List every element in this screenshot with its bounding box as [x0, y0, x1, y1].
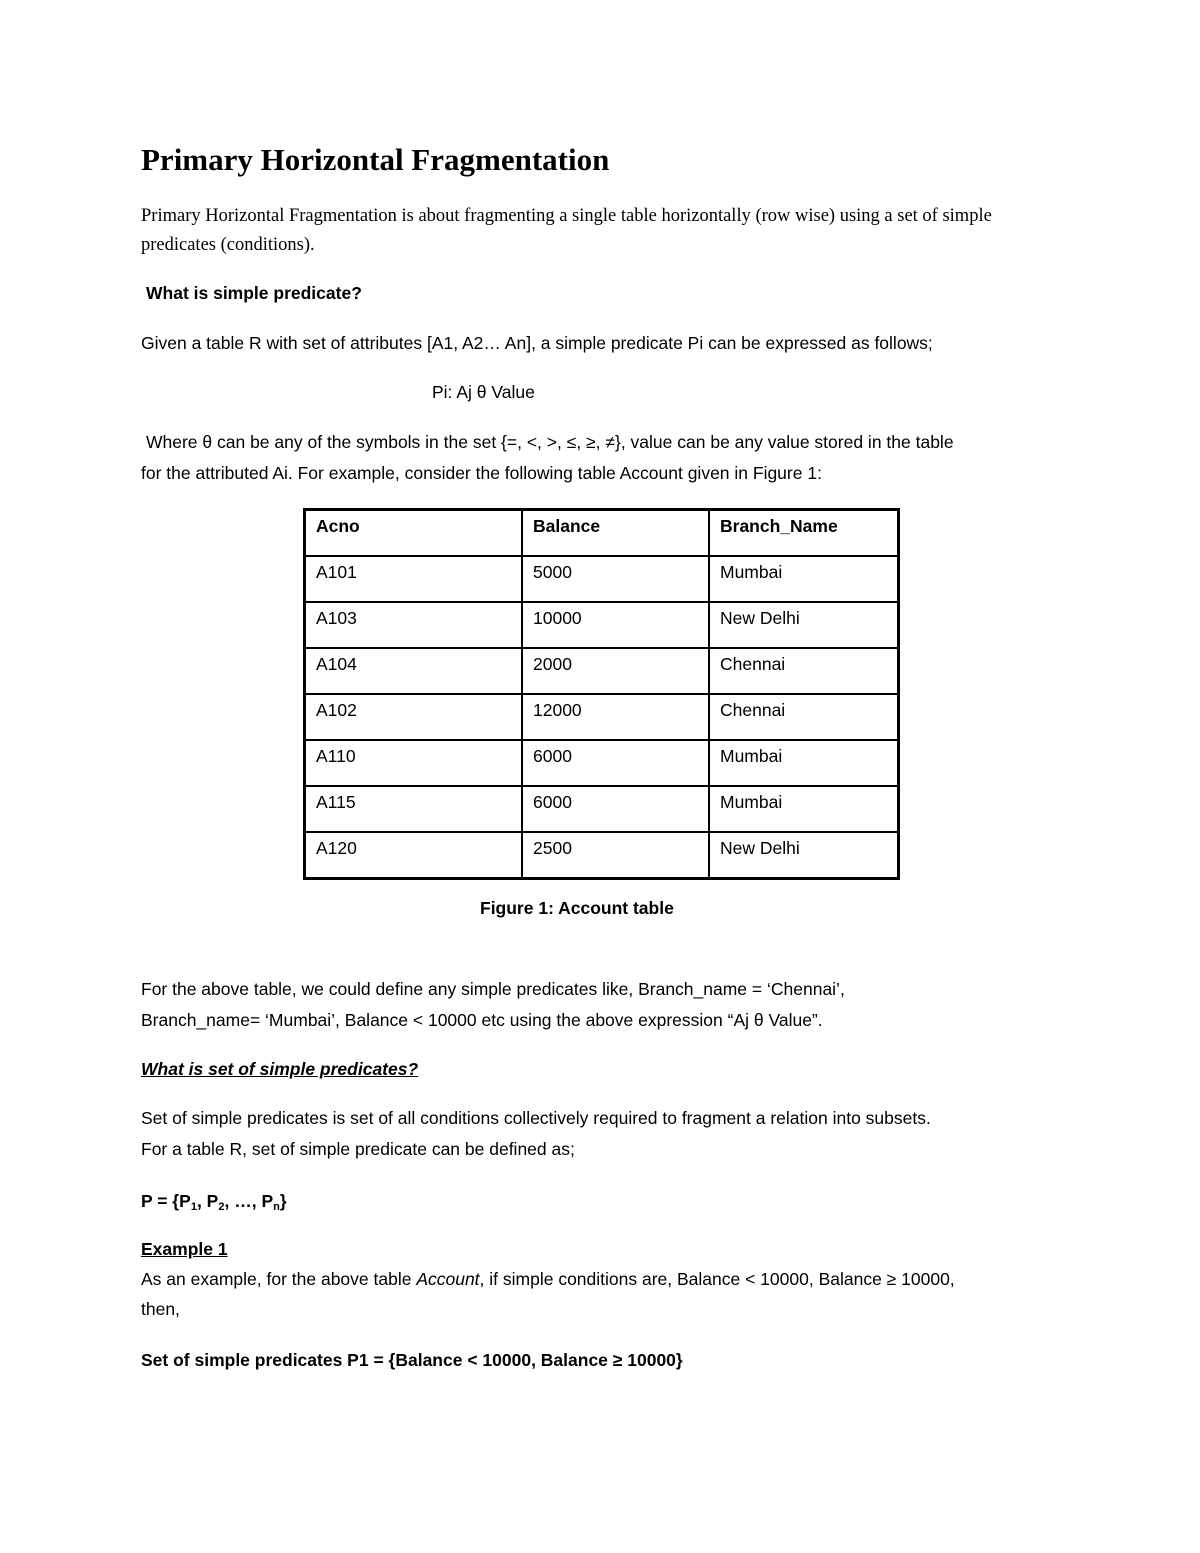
- formula-p1: P: [179, 1191, 191, 1211]
- cell-balance: 5000: [522, 556, 709, 602]
- header-balance: Balance: [522, 510, 709, 557]
- given-paragraph: Given a table R with set of attributes [A1, A2… An], a simple predicate Pi can be expressed as follows;: [141, 333, 933, 353]
- formula-pn-subscript: n: [273, 1201, 280, 1213]
- cell-branch-name: Mumbai: [709, 740, 899, 786]
- formula-separator-1: ,: [196, 1191, 207, 1211]
- cell-branch-name: Mumbai: [709, 556, 899, 602]
- cell-balance: 6000: [522, 740, 709, 786]
- cell-acno: A120: [305, 832, 523, 879]
- example-line-1-end: , if simple conditions are, Balance < 10000, Balance ≥ 10000,: [479, 1269, 955, 1289]
- cell-branch-name: New Delhi: [709, 832, 899, 879]
- table-row: [305, 602, 899, 648]
- cell-branch-name: Chennai: [709, 694, 899, 740]
- header-branch-name: Branch_Name: [709, 510, 899, 557]
- cell-balance: 6000: [522, 786, 709, 832]
- above-line-1: For the above table, we could define any simple predicates like, Branch_name = ‘Chennai’,: [141, 979, 845, 999]
- account-table: [303, 508, 900, 880]
- example-line-1-start: As an example, for the above table: [141, 1269, 417, 1289]
- cell-balance: 10000: [522, 602, 709, 648]
- example-heading: Example 1: [141, 1239, 228, 1259]
- above-line-2: Branch_name= ‘Mumbai’, Balance < 10000 etc using the above expression “Aj θ Value”.: [141, 1010, 823, 1030]
- heading-simple-predicate: What is simple predicate?: [146, 283, 362, 303]
- cell-acno: A101: [305, 556, 523, 602]
- formula-p2: P: [206, 1191, 219, 1211]
- header-acno: Acno: [305, 510, 523, 557]
- where-line-1: Where θ can be any of the symbols in the set {=, <, >, ≤, ≥, ≠}, value can be any value stored in the table: [146, 432, 954, 452]
- table-row: [305, 786, 899, 832]
- table-row: [305, 694, 899, 740]
- cell-balance: 12000: [522, 694, 709, 740]
- result-line: Set of simple predicates P1 = {Balance < 10000, Balance ≥ 10000}: [141, 1350, 683, 1370]
- predicate-set-formula: [141, 1186, 287, 1223]
- table-row: [305, 556, 899, 602]
- cell-acno: A104: [305, 648, 523, 694]
- heading-set-predicates: What is set of simple predicates?: [141, 1059, 419, 1079]
- cell-acno: A110: [305, 740, 523, 786]
- page-title: Primary Horizontal Fragmentation: [141, 142, 610, 177]
- cell-acno: A115: [305, 786, 523, 832]
- figure-caption: Figure 1: Account table: [480, 898, 674, 918]
- formula-p2-subscript: 2: [218, 1201, 225, 1213]
- where-line-2: for the attributed Ai. For example, consider the following table Account given in Figure 1:: [141, 463, 822, 483]
- intro-paragraph: Primary Horizontal Fragmentation is about fragmenting a single table horizontally (row wise) using a set of simple predicates (conditions).: [141, 206, 992, 255]
- table-row: [305, 832, 899, 879]
- formula-p1-subscript: 1: [190, 1201, 197, 1213]
- cell-balance: 2500: [522, 832, 709, 879]
- example-line-2: then,: [141, 1299, 180, 1319]
- example-table-name: Account: [416, 1269, 480, 1289]
- cell-acno: A103: [305, 602, 523, 648]
- table-row: [305, 740, 899, 786]
- formula-prefix: P = {: [141, 1191, 180, 1211]
- cell-branch-name: Mumbai: [709, 786, 899, 832]
- cell-branch-name: Chennai: [709, 648, 899, 694]
- formula-suffix: }: [279, 1191, 287, 1211]
- predicate-expression: Pi: Aj θ Value: [432, 382, 535, 402]
- formula-pn: P: [261, 1191, 274, 1211]
- example-line-1: [141, 1264, 955, 1295]
- set-line-2: For a table R, set of simple predicate can be defined as;: [141, 1139, 575, 1159]
- table-header-row: [305, 510, 899, 557]
- table-row: [305, 648, 899, 694]
- set-line-1: Set of simple predicates is set of all conditions collectively required to fragment a relation into subsets.: [141, 1108, 931, 1128]
- formula-separator-2: , …,: [224, 1191, 262, 1211]
- cell-branch-name: New Delhi: [709, 602, 899, 648]
- cell-acno: A102: [305, 694, 523, 740]
- cell-balance: 2000: [522, 648, 709, 694]
